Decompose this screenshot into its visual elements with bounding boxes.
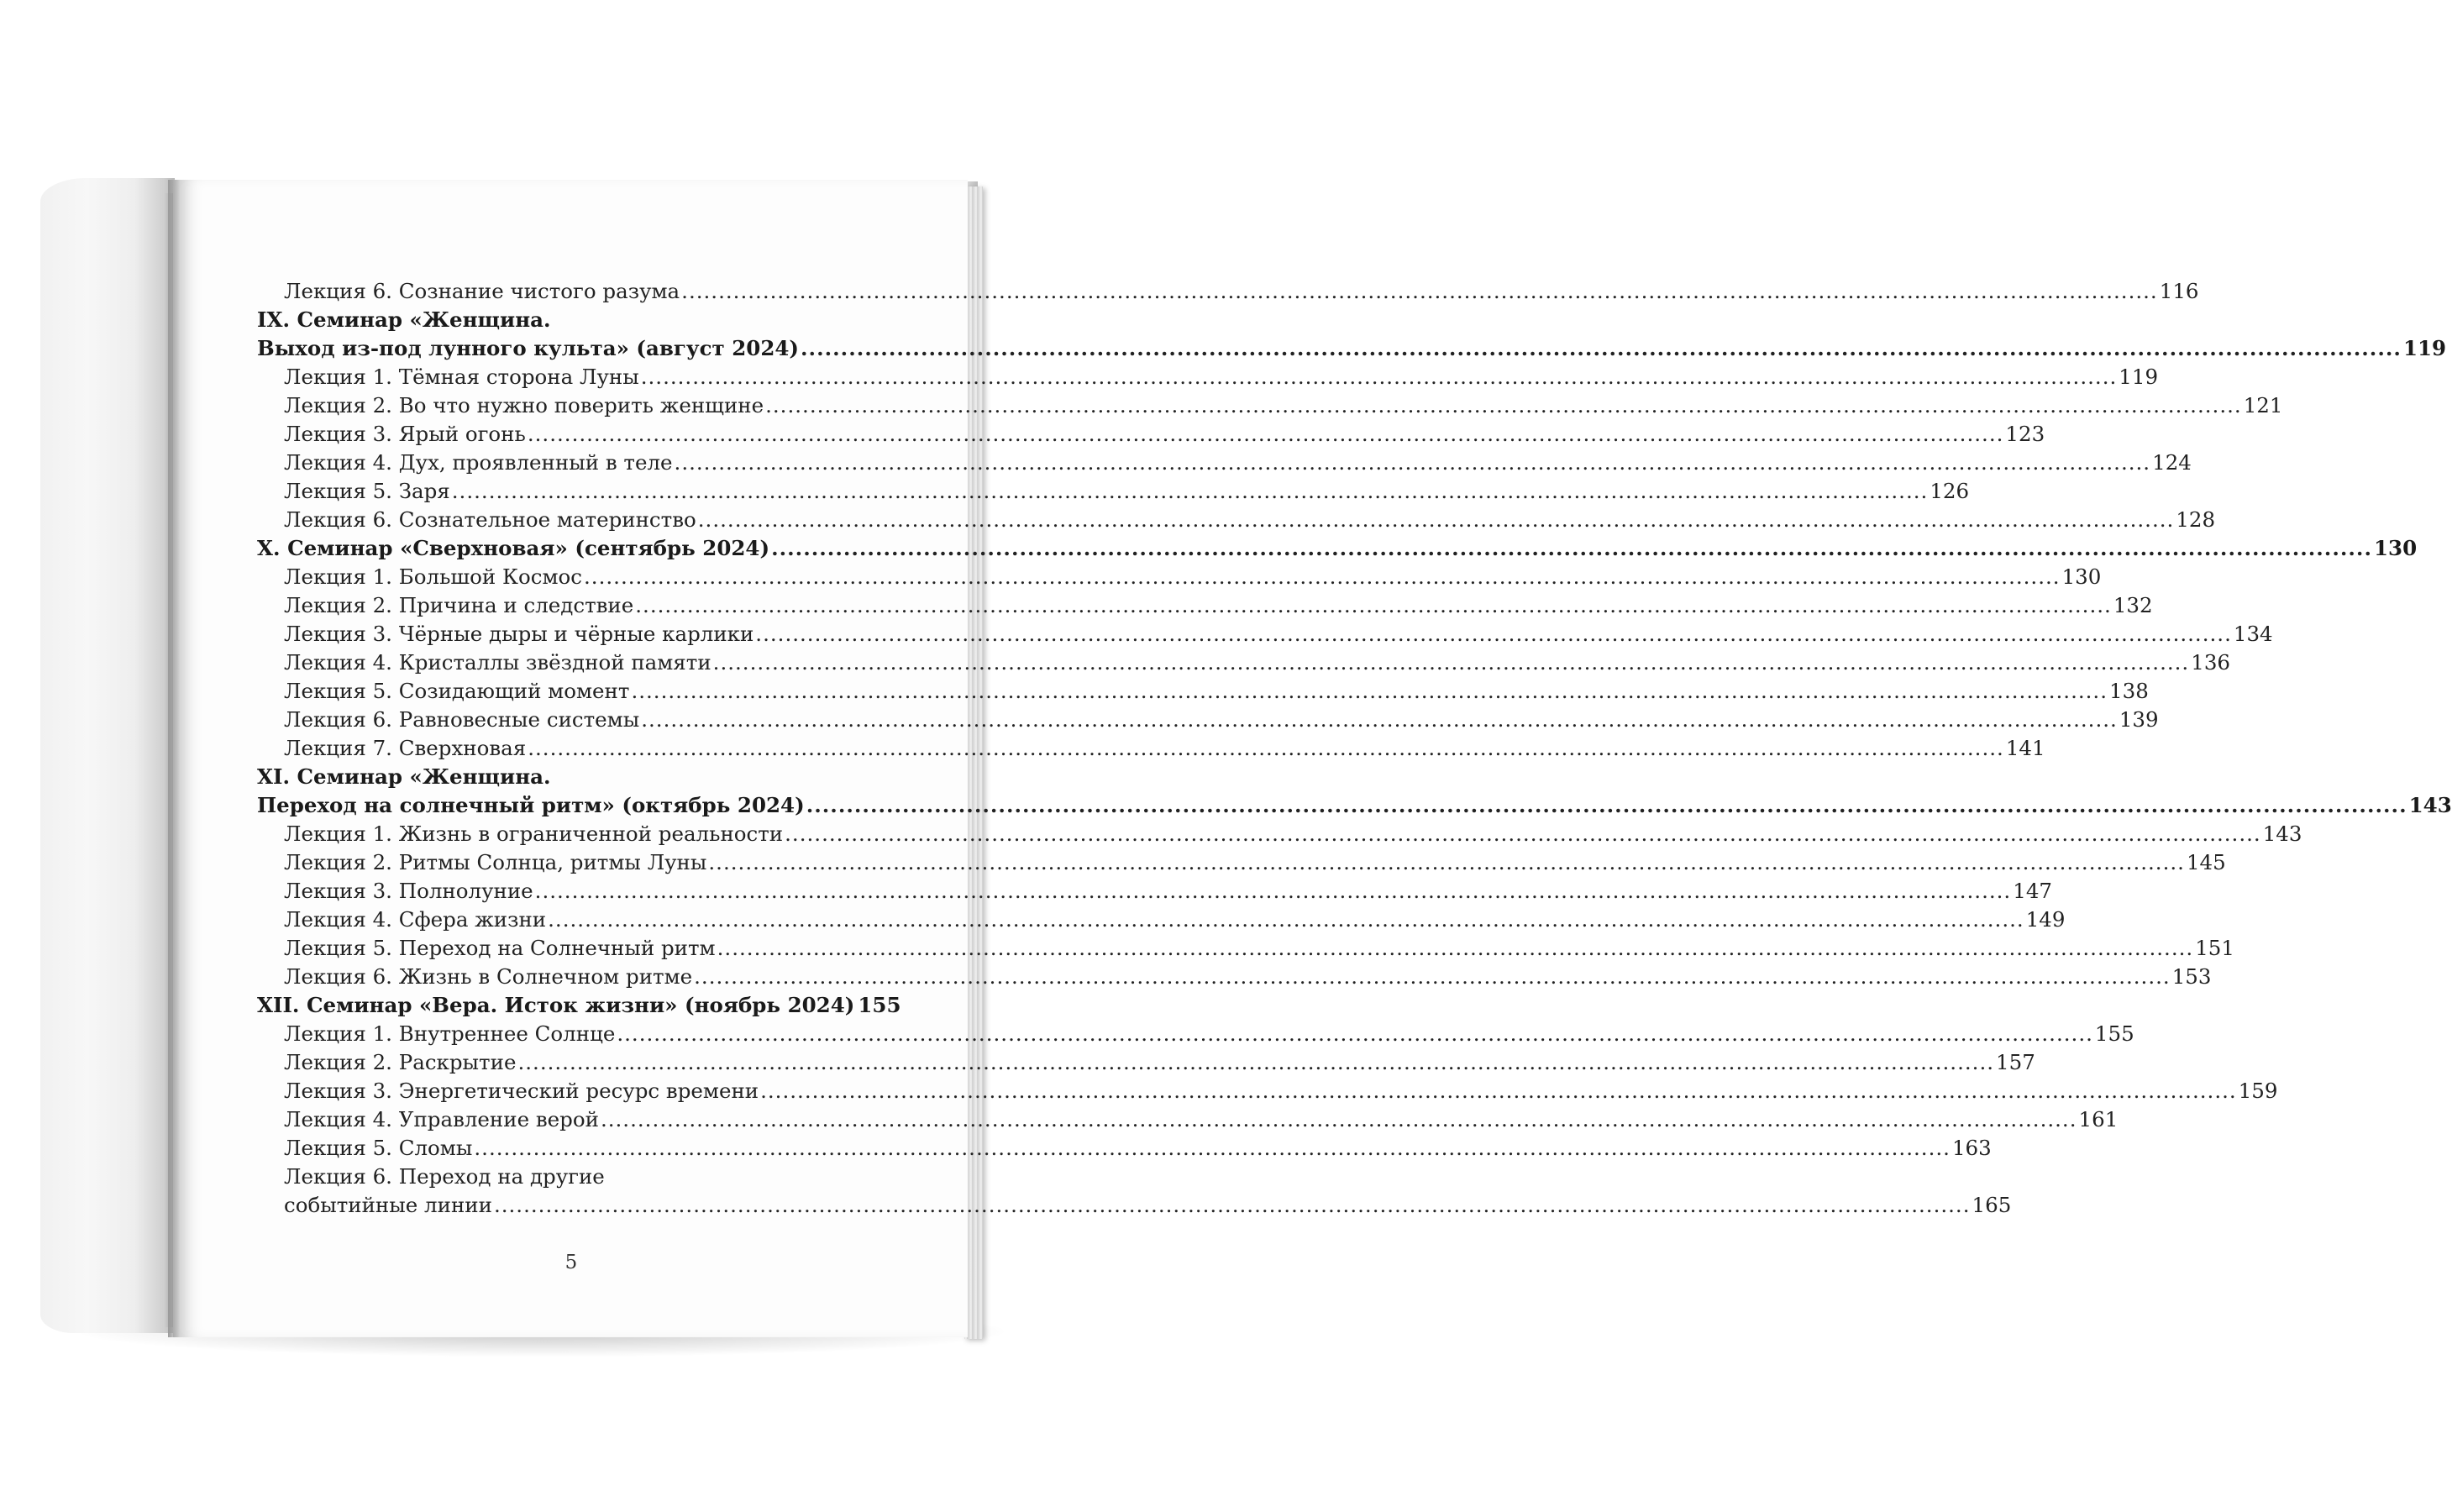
toc-entry-title: Лекция 3. Энергетический ресурс времени (284, 1079, 759, 1103)
toc-entry-page-number: 134 (2233, 622, 2273, 646)
toc-dot-leader: ........................................................................................................................................................................................................ (641, 707, 2118, 732)
toc-entry-page-number: 157 (1996, 1050, 2035, 1074)
toc-entry-title: Лекция 7. Сверхновая (284, 736, 527, 760)
toc-entry-page-number: 147 (2013, 879, 2052, 903)
toc-dot-leader: ........................................................................................................................................................................................................ (600, 1107, 2077, 1131)
toc-dot-leader: ........................................................................................................................................................................................................ (694, 964, 2171, 989)
toc-entry-page-number: 121 (2243, 393, 2283, 417)
toc-dot-leader: ........................................................................................................................................................................................................ (771, 536, 2372, 560)
toc-entry-page-number: 159 (2238, 1079, 2278, 1103)
toc-entry-line (284, 1134, 1992, 1163)
toc-seminar-entry (257, 306, 895, 334)
toc-entry-line (284, 477, 1970, 506)
toc-lecture-entry (257, 591, 2153, 620)
toc-entry-line (257, 306, 895, 334)
toc-entry-page-number: 155 (858, 993, 901, 1017)
toc-dot-leader: ........................................................................................................................................................................................................ (785, 822, 2261, 846)
toc-entry-line (284, 391, 2283, 420)
toc-entry-line (284, 877, 2052, 906)
toc-entry-page-number: 119 (2402, 336, 2447, 360)
toc-dot-leader: ........................................................................................................................................................................................................ (717, 936, 2194, 960)
toc-entry-line (284, 420, 2045, 449)
toc-entry-title: Лекция 3. Чёрные дыры и чёрные карлики (284, 622, 754, 646)
toc-entry-line (284, 677, 2149, 706)
toc-entry-title: XII. Семинар «Вера. Исток жизни» (ноябрь 2024) (257, 993, 855, 1017)
toc-entry-line (257, 763, 895, 791)
toc-entry-title: Лекция 2. Во что нужно поверить женщине (284, 393, 764, 417)
toc-lecture-entry (257, 906, 2066, 934)
toc-entry-line (257, 991, 901, 1020)
toc-entry-page-number: 124 (2152, 450, 2192, 475)
toc-entry-title: Лекция 5. Сломы (284, 1136, 473, 1160)
toc-dot-leader: ........................................................................................................................................................................................................ (527, 422, 2004, 446)
toc-entry-title: событийные линии (284, 1193, 492, 1217)
toc-entry-page-number: 153 (2171, 964, 2212, 989)
toc-entry-title: Лекция 6. Жизнь в Солнечном ритме (284, 964, 693, 989)
toc-entry-title: X. Семинар «Сверхновая» (сентябрь 2024) (257, 536, 770, 560)
toc-lecture-entry (257, 934, 2234, 963)
toc-seminar-entry (257, 763, 895, 791)
toc-lecture-entry (257, 363, 2159, 391)
toc-entry-line (284, 906, 2066, 934)
toc-entry-page-number: 143 (2262, 822, 2302, 846)
toc-dot-leader: ........................................................................................................................................................................................................ (493, 1193, 1971, 1217)
toc-entry-page-number: 116 (2159, 279, 2199, 303)
toc-dot-leader: ........................................................................................................................................................................................................ (635, 593, 2112, 617)
toc-entry-line (284, 1163, 895, 1191)
toc-dot-leader: ........................................................................................................................................................................................................ (584, 564, 2061, 589)
toc-entry-line (284, 506, 2216, 534)
toc-entry-page-number: 132 (2113, 593, 2153, 617)
toc-lecture-entry (257, 706, 2159, 734)
toc-entry-title: Лекция 1. Тёмная сторона Луны (284, 365, 639, 389)
toc-entry-page-number: 163 (1951, 1136, 1992, 1160)
toc-entry-line (284, 1191, 2012, 1220)
toc-seminar-entry (257, 991, 901, 1020)
toc-entry-title: Переход на солнечный ритм» (октябрь 2024) (257, 793, 805, 817)
toc-dot-leader: ........................................................................................................................................................................................................ (760, 1079, 2237, 1103)
toc-dot-leader: ........................................................................................................................................................................................................ (474, 1136, 1951, 1160)
toc-entry-title: Лекция 6. Сознание чистого разума (284, 279, 680, 303)
toc-entry-line (284, 277, 2199, 306)
toc-entry-page-number: 126 (1930, 479, 1970, 503)
toc-entry-line (284, 848, 2226, 877)
toc-entry-title: Лекция 5. Созидающий момент (284, 679, 630, 703)
toc-entry-title: Лекция 3. Полнолуние (284, 879, 533, 903)
toc-dot-leader: ........................................................................................................................................................................................................ (806, 793, 2407, 817)
toc-entry-page-number: 139 (2119, 707, 2159, 732)
table-of-contents (257, 277, 2452, 1220)
toc-entry-line (284, 648, 2230, 677)
toc-lecture-entry (257, 477, 1970, 506)
toc-dot-leader: ........................................................................................................................................................................................................ (640, 365, 2118, 389)
toc-lecture-entry (257, 1191, 2012, 1220)
toc-entry-line (284, 820, 2302, 848)
toc-entry-line (284, 1077, 2278, 1105)
toc-dot-leader: ........................................................................................................................................................................................................ (451, 479, 1929, 503)
toc-entry-title: Лекция 2. Ритмы Солнца, ритмы Луны (284, 850, 707, 874)
toc-entry-page-number: 136 (2191, 650, 2230, 675)
toc-entry-title: Лекция 4. Управление верой (284, 1107, 599, 1131)
toc-entry-line (257, 791, 2452, 820)
toc-lecture-entry (257, 391, 2283, 420)
toc-lecture-entry (257, 820, 2302, 848)
toc-entry-title: Лекция 6. Равновесные системы (284, 707, 640, 732)
toc-lecture-entry (257, 1048, 2035, 1077)
toc-lecture-entry (257, 420, 2045, 449)
toc-dot-leader: ........................................................................................................................................................................................................ (631, 679, 2108, 703)
toc-dot-leader: ........................................................................................................................................................................................................ (548, 907, 2024, 932)
toc-entry-line (284, 706, 2159, 734)
toc-dot-leader: ........................................................................................................................................................................................................ (674, 450, 2151, 475)
toc-entry-page-number: 123 (2005, 422, 2045, 446)
toc-entry-title: Лекция 6. Переход на другие (284, 1164, 605, 1189)
toc-entry-line (284, 591, 2153, 620)
toc-entry-title: XI. Семинар «Женщина. (257, 764, 551, 789)
toc-entry-line (284, 1105, 2119, 1134)
toc-lecture-entry (257, 1134, 1992, 1163)
toc-entry-title: Лекция 5. Переход на Солнечный ритм (284, 936, 716, 960)
toc-entry-page-number: 141 (2005, 736, 2045, 760)
toc-entry-title: Лекция 1. Внутреннее Солнце (284, 1021, 616, 1046)
toc-lecture-entry (257, 1077, 2278, 1105)
toc-entry-title: Выход из-под лунного культа» (август 2024) (257, 336, 800, 360)
toc-entry-line (284, 1048, 2035, 1077)
toc-dot-leader: ........................................................................................................................................................................................................ (697, 507, 2175, 532)
toc-entry-page-number: 130 (2374, 536, 2418, 560)
toc-dot-leader: ........................................................................................................................................................................................................ (708, 850, 2185, 874)
toc-dot-leader: ........................................................................................................................................................................................................ (534, 879, 2012, 903)
toc-entry-page-number: 149 (2025, 907, 2066, 932)
toc-entry-page-number: 143 (2408, 793, 2452, 817)
toc-entry-title: Лекция 3. Ярый огонь (284, 422, 526, 446)
toc-lecture-entry (257, 677, 2149, 706)
toc-entry-page-number: 161 (2078, 1107, 2119, 1131)
toc-lecture-entry (257, 277, 2199, 306)
toc-entry-line (284, 963, 2212, 991)
toc-seminar-entry (257, 334, 2447, 363)
toc-entry-page-number: 145 (2186, 850, 2226, 874)
toc-entry-page-number: 128 (2176, 507, 2216, 532)
toc-dot-leader: ........................................................................................................................................................................................................ (681, 279, 2158, 303)
toc-entry-line (284, 363, 2159, 391)
toc-entry-line (257, 534, 2418, 563)
toc-lecture-entry (257, 877, 2052, 906)
toc-entry-page-number: 138 (2109, 679, 2149, 703)
toc-lecture-entry (257, 963, 2212, 991)
toc-entry-page-number: 151 (2195, 936, 2234, 960)
toc-entry-title: Лекция 1. Жизнь в ограниченной реальности (284, 822, 784, 846)
toc-entry-line (257, 334, 2447, 363)
toc-dot-leader: ........................................................................................................................................................................................................ (765, 393, 2242, 417)
toc-seminar-entry (257, 534, 2418, 563)
toc-lecture-entry (257, 648, 2230, 677)
toc-seminar-entry (257, 791, 2452, 820)
toc-dot-leader: ........................................................................................................................................................................................................ (528, 736, 2004, 760)
book-gutter (168, 180, 180, 1337)
toc-entry-title: Лекция 4. Сфера жизни (284, 907, 547, 932)
page-number: 5 (564, 1252, 578, 1273)
toc-entry-line (284, 734, 2045, 763)
toc-dot-leader: ........................................................................................................................................................................................................ (712, 650, 2190, 675)
toc-lecture-entry (257, 848, 2226, 877)
toc-entry-title: Лекция 6. Сознательное материнство (284, 507, 696, 532)
toc-entry-line (284, 449, 2192, 477)
toc-entry-title: Лекция 1. Большой Космос (284, 564, 583, 589)
toc-entry-page-number: 119 (2119, 365, 2159, 389)
toc-entry-title: IX. Семинар «Женщина. (257, 307, 551, 332)
toc-lecture-entry (257, 1163, 895, 1191)
toc-entry-title: Лекция 2. Причина и следствие (284, 593, 634, 617)
toc-lecture-entry (257, 506, 2216, 534)
toc-entry-title: Лекция 4. Кристаллы звёздной памяти (284, 650, 711, 675)
toc-entry-line (284, 620, 2273, 648)
toc-entry-title: Лекция 5. Заря (284, 479, 450, 503)
toc-lecture-entry (257, 1020, 2134, 1048)
toc-entry-line (284, 934, 2234, 963)
toc-lecture-entry (257, 1105, 2119, 1134)
toc-lecture-entry (257, 449, 2192, 477)
toc-entry-page-number: 165 (1972, 1193, 2012, 1217)
toc-entry-line (284, 563, 2102, 591)
toc-entry-page-number: 130 (2061, 564, 2102, 589)
toc-entry-page-number: 155 (2094, 1021, 2134, 1046)
toc-entry-title: Лекция 4. Дух, проявленный в теле (284, 450, 673, 475)
toc-dot-leader: ........................................................................................................................................................................................................ (617, 1021, 2093, 1046)
toc-entry-line (284, 1020, 2134, 1048)
toc-dot-leader: ........................................................................................................................................................................................................ (517, 1050, 1995, 1074)
left-page (40, 178, 175, 1333)
toc-lecture-entry (257, 563, 2102, 591)
toc-entry-title: Лекция 2. Раскрытие (284, 1050, 517, 1074)
toc-dot-leader: ........................................................................................................................................................................................................ (755, 622, 2232, 646)
toc-lecture-entry (257, 734, 2045, 763)
toc-dot-leader: ........................................................................................................................................................................................................ (801, 336, 2402, 360)
toc-lecture-entry (257, 620, 2273, 648)
